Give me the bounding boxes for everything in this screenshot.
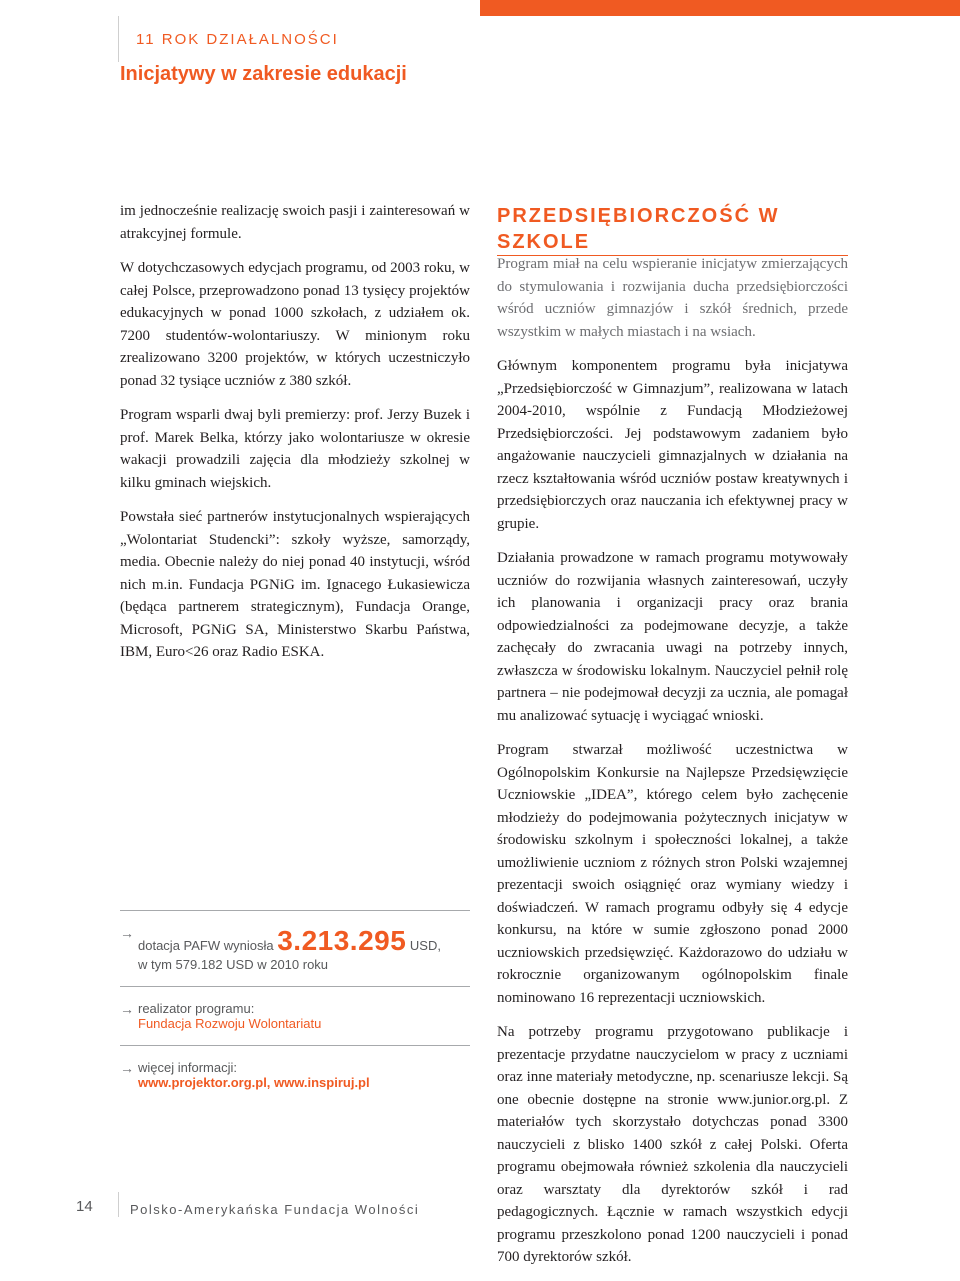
grant-label: dotacja PAFW wyniosła xyxy=(138,938,274,953)
footer-divider xyxy=(118,1192,119,1217)
arrow-right-icon: → xyxy=(120,925,134,941)
left-paragraph: W dotychczasowych edycjach programu, od 2003 roku, w całej Polsce, przeprowadzono ponad 13 tysięcy projektów edukacyjnych w ponad 1000 szkołach, z udziałem ok. 7200 studentów-wolontariuszy. W minionym roku zrealizowano 3200 projektów, w których uczestniczyło ponad 32 tysiące uczniów z 380 szkół. xyxy=(120,260,470,389)
arrow-right-icon: → xyxy=(120,1060,134,1076)
program-info-box xyxy=(120,910,470,1104)
left-paragraph: im jednocześnie realizację swoich pasji i zainteresowań w atrakcyjnej formule. xyxy=(120,203,470,242)
more-info xyxy=(120,1046,470,1104)
more-info-links[interactable]: www.projektor.org.pl, www.inspiruj.pl xyxy=(138,1075,370,1090)
section-title: Inicjatywy w zakresie edukacji xyxy=(120,63,407,85)
right-paragraph: Na potrzeby programu przygotowano publikacje i prezentacje przydatne nauczycielom w pracy z uczniami oraz inne materiały metodyczne, np. scenariusze lekcji. Są one obecnie dostępne na stronie www.junior.org.pl. Z materiałów tych skorzystało dotychczas ponad 3300 nauczycieli z blisko 1400 szkół z całej Polski. Oferta programu obejmowała również szkolenia dla nauczycieli oraz warsztaty dla dyrektorów szkół i rad pedagogicznych. Łącznie w ramach wszystkich edycji programu przeszkolono ponad 1200 nauczycieli i ponad 700 dyrektorów szkół. xyxy=(497,1024,848,1265)
grant-currency: USD, xyxy=(409,938,441,953)
right-section-heading: PRZEDSIĘBIORCZOŚĆ W SZKOLE xyxy=(497,203,848,256)
left-column xyxy=(120,200,470,676)
header-accent-bar xyxy=(480,0,960,16)
header-divider xyxy=(118,16,119,62)
more-info-label: więcej informacji: xyxy=(138,1060,237,1075)
grant-note: w tym 579.182 USD w 2010 roku xyxy=(138,957,329,972)
chapter-label: 11 ROK DZIAŁALNOŚCI xyxy=(136,31,339,48)
grant-amount: 3.213.295 xyxy=(277,925,407,956)
implementer-info xyxy=(120,987,470,1045)
page-number: 14 xyxy=(76,1198,93,1215)
left-paragraph: Powstała sieć partnerów instytucjonalnych wspierających „Wolontariat Studencki”: szkoły wyższe, samorządy, media. Obecnie należy do niej ponad 40 instytucji, wśród nich m.in. Fundacja PGNiG im. Ignacego Łukasiewicza (będąca partnerem strategicznym), Fundacja Orange, Microsoft, PGNiG SA, Ministerstwo Skarbu Państwa, IBM, Euro<26 oraz Radio ESKA. xyxy=(120,509,470,660)
arrow-right-icon: → xyxy=(120,1001,134,1017)
right-lead-paragraph: Program miał na celu wspieranie inicjatyw zmierzających do stymulowania i rozwijania ducha przedsiębiorczości wśród uczniów gimnazjów i szkół średnich, przede wszystkim w małych miastach i na wsiach. xyxy=(497,256,848,340)
right-paragraph: Głównym komponentem programu była inicjatywa „Przedsiębiorczość w Gimnazjum”, realizowana w latach 2004-2010, wspólnie z Fundacją Młodzieżowej Przedsiębiorczości. Jej podstawowym zadaniem było angażowanie nauczycieli gimnazjalnych w działania na rzecz kształtowania wśród uczniów postaw kreatywnych i przedsiębiorczych oraz nauczania ich efektywnej pracy w grupie. xyxy=(497,358,848,532)
right-column xyxy=(497,253,848,1281)
implementer-value: Fundacja Rozwoju Wolontariatu xyxy=(138,1016,322,1031)
implementer-label: realizator programu: xyxy=(138,1001,255,1016)
right-paragraph: Program stwarzał możliwość uczestnictwa w Ogólnopolskim Konkursie na Najlepsze Przedsięwzięcie Uczniowskie „IDEA”, którego celem było zachęcenie młodzieży do podejmowania pożytecznych inicjatyw w środowisku szkolnym i społeczności lokalnej, a także umożliwienie uczniom z różnych stron Polski wzajemnej prezentacji swoich osiągnięć oraz wymiany wiedzy i doświadczeń. W ramach programu odbyły się 4 edycje konkursu, na które w sumie zgłoszono ponad 2000 uczniowskich przedsięwzięć. Każdorazowo do udziału w rokrocznie organizowanym ogólnopolskim finale nominowano 16 reprezentacji uczniowskich. xyxy=(497,742,848,1006)
right-paragraph: Działania prowadzone w ramach programu motywowały uczniów do rozwijania własnych zainteresowań, uczyły ich planowania i organizacji pracy oraz brania odpowiedzialności za podejmowane decyzje, a także zachęcały do zwracania uwagi na potrzeby innych, zwłaszcza w środowisku lokalnym. Nauczyciel pełnił rolę partnera – nie podejmował decyzji za ucznia, ale pomagał mu analizować sytuację i wyciągać wnioski. xyxy=(497,550,848,724)
grant-info xyxy=(120,911,470,986)
footer-organization: Polsko-Amerykańska Fundacja Wolności xyxy=(130,1202,420,1217)
left-paragraph: Program wsparli dwaj byli premierzy: prof. Jerzy Buzek i prof. Marek Belka, którzy jako wolontariusze w okresie wakacji prowadzili zajęcia dla młodzieży szkolnej w kilku gminach wiejskich. xyxy=(120,407,470,491)
